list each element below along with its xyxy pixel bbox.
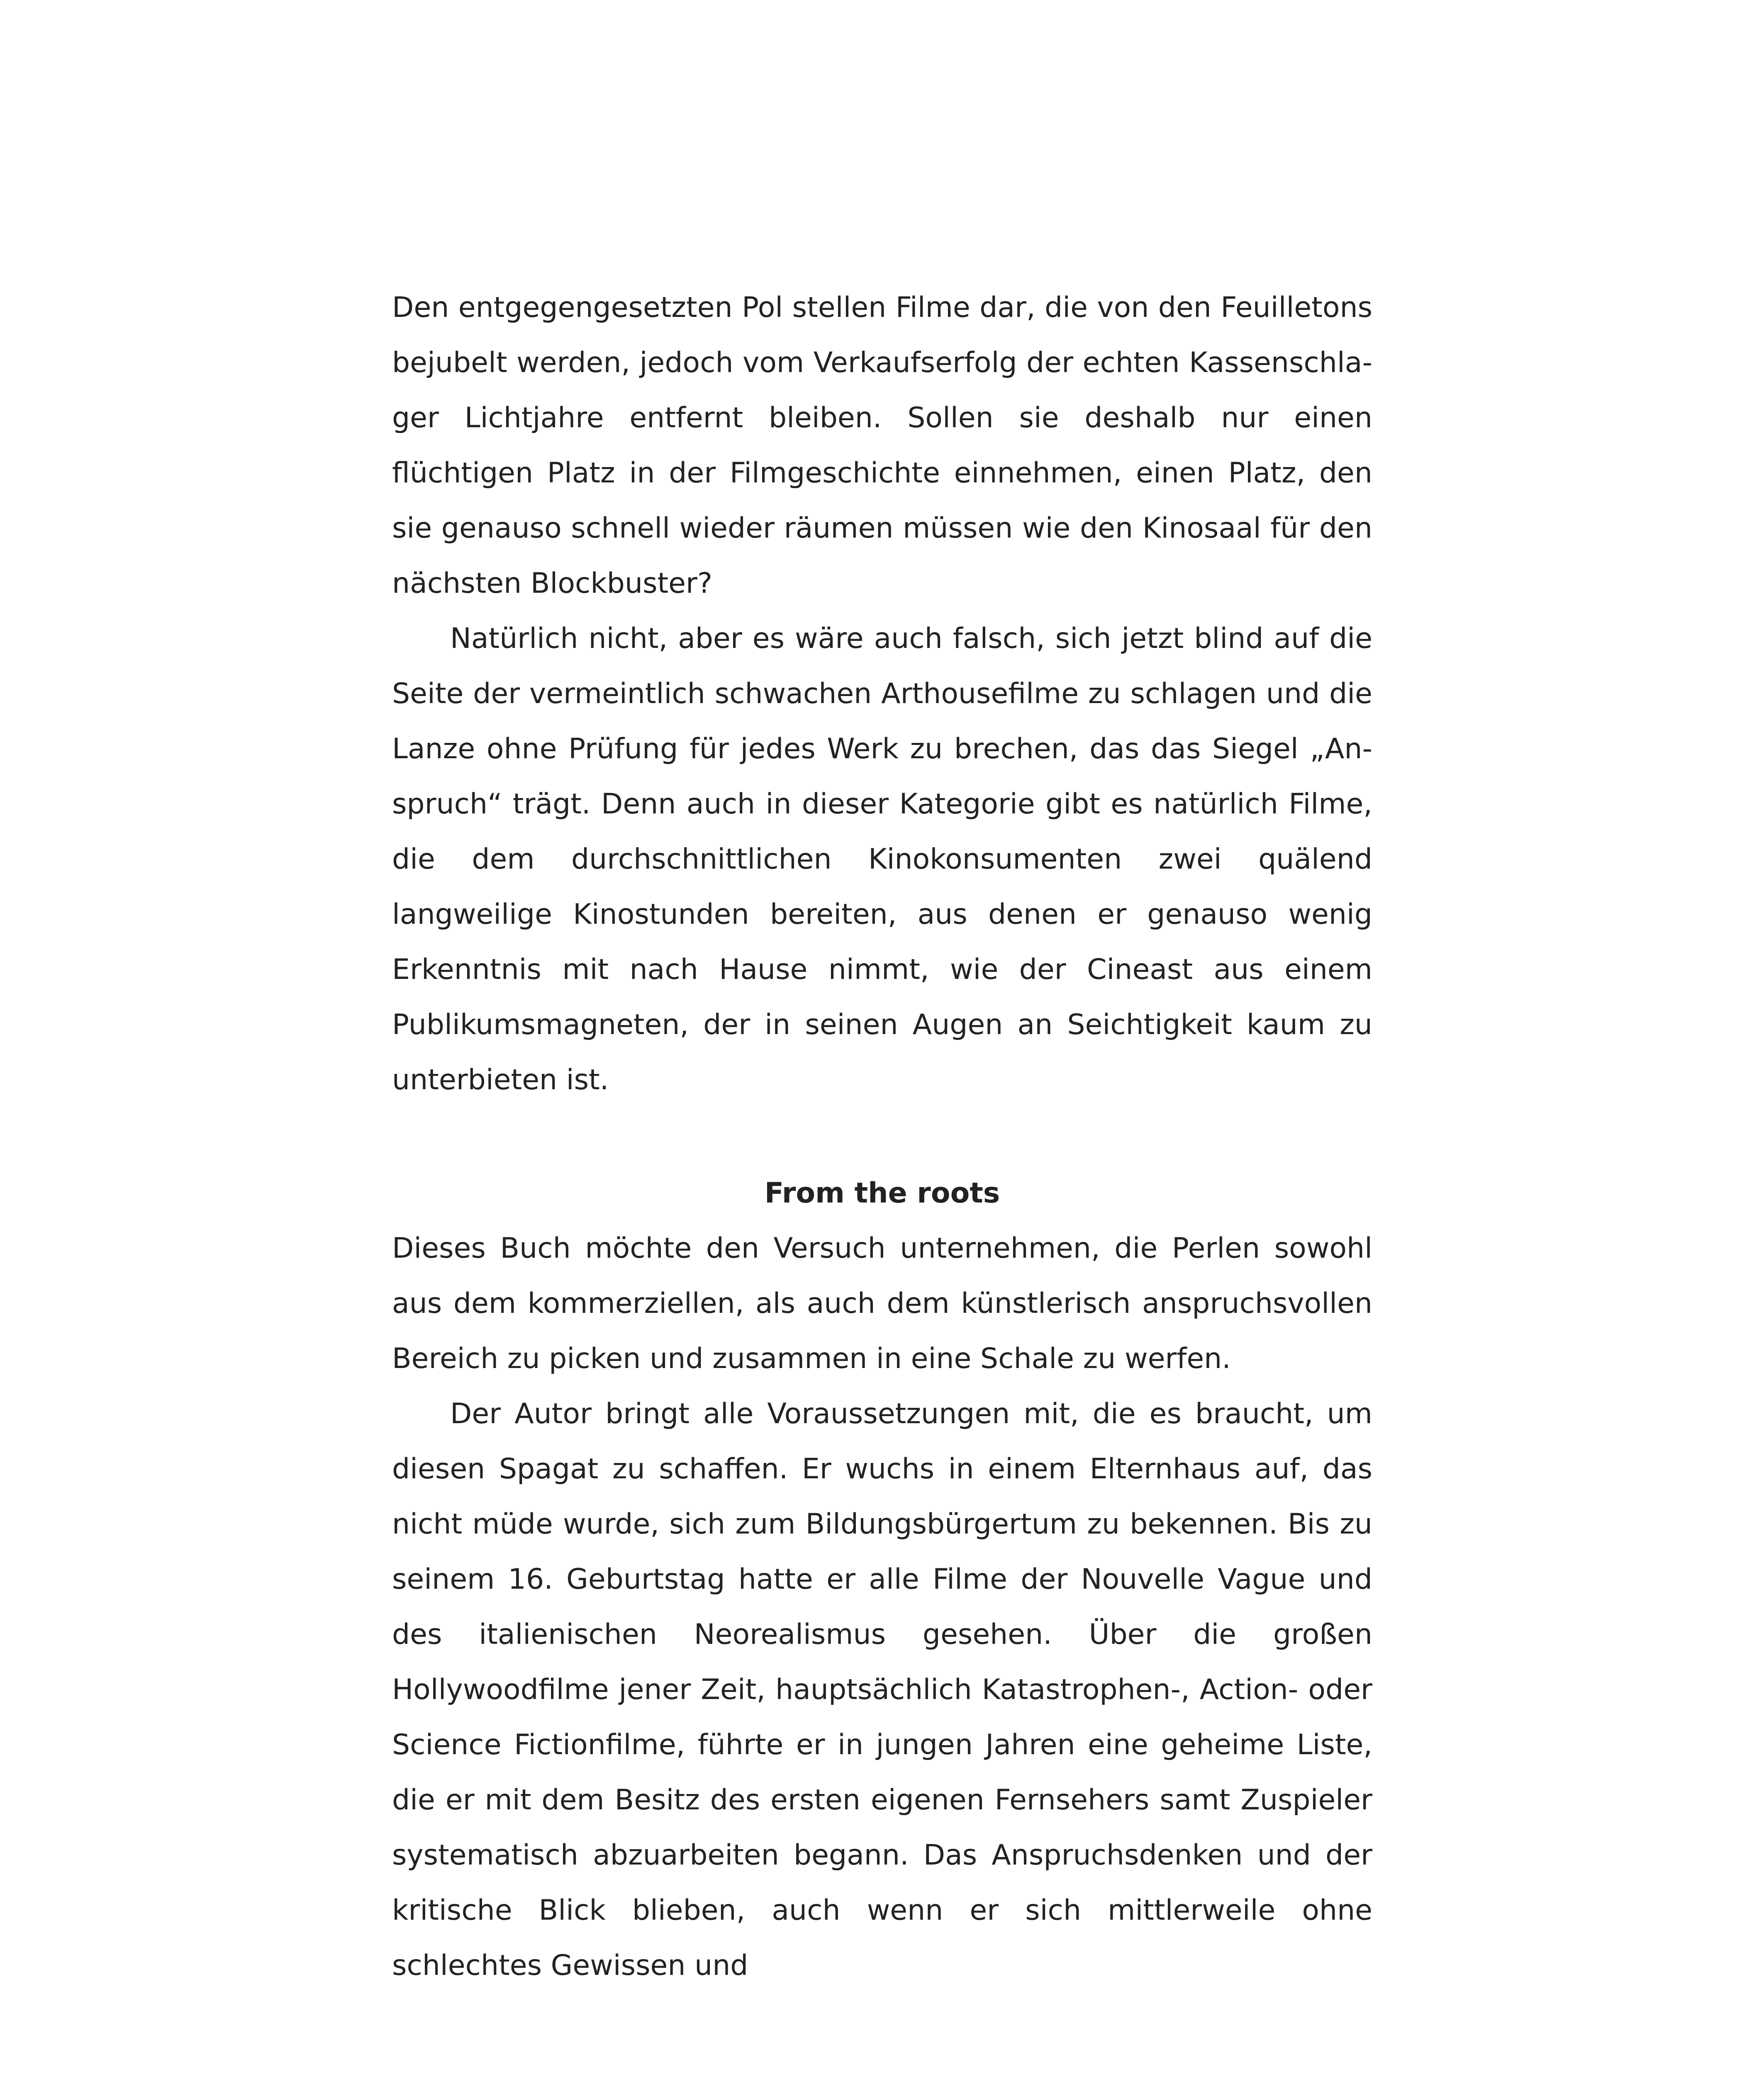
text-section-2 [392,1166,1372,1993]
paragraph-2: Natürlich nicht, aber es wäre auch falsch, sich jetzt blind auf die Seite der vermeintlich schwachen Arthousefilme zu schlagen und die Lanze ohne Prüfung für jedes Werk zu brechen, das das Siegel „Anspruch“ trägt. Denn auch in dieser Kategorie gibt es natürlich Filme, die dem durchschnittlichen Kinokonsumenten zwei quälend langweilige Kinostunden bereiten, aus denen er genauso wenig Erkenntnis mit nach Hause nimmt, wie der Cineast aus einem Publikumsmagneten, der in seinen Augen an Seichtigkeit kaum zu unterbieten ist. [392,622,1372,1096]
paragraph-3: Dieses Buch möchte den Versuch unternehmen, die Perlen sowohl aus dem kommerziellen, als auch dem künstlerisch anspruchsvollen Bereich zu picken und zusammen in eine Schale zu werfen. [392,1232,1372,1375]
paragraph-4: Der Autor bringt alle Voraussetzungen mit, die es braucht, um diesen Spagat zu schaffen. Er wuchs in einem Elternhaus auf, das nicht müde wurde, sich zum Bildungsbürgertum zu bekennen. Bis zu seinem 16. Geburtstag hatte er alle Filme der Nouvelle Vague und des italienischen Neorealismus gesehen. Über die großen Hollywoodfilme jener Zeit, hauptsächlich Katastrophen-, Action- oder Science Fictionfilme, führte er in jungen Jahren eine geheime Liste, die er mit dem Besitz des ersten eigenen Fernsehers samt Zuspieler systematisch abzuarbeiten begann. Das Anspruchsdenken und der kritische Blick blieben, auch wenn er sich mittlerweile ohne schlechtes Gewissen und [392,1397,1372,1982]
section-heading: From the roots [764,1177,1000,1210]
paragraph-1: Den entgegengesetzten Pol stellen Filme dar, die von den Feuilletons bejubelt werden, jedoch vom Verkaufserfolg der echten Kassenschlager Lichtjahre entfernt bleiben. Sollen sie deshalb nur einen flüchtigen Platz in der Filmgeschichte einnehmen, einen Platz, den sie genauso schnell wieder räumen müssen wie den Kinosaal für den nächsten Blockbuster? [392,291,1372,600]
text-section-1 [392,280,1372,1108]
